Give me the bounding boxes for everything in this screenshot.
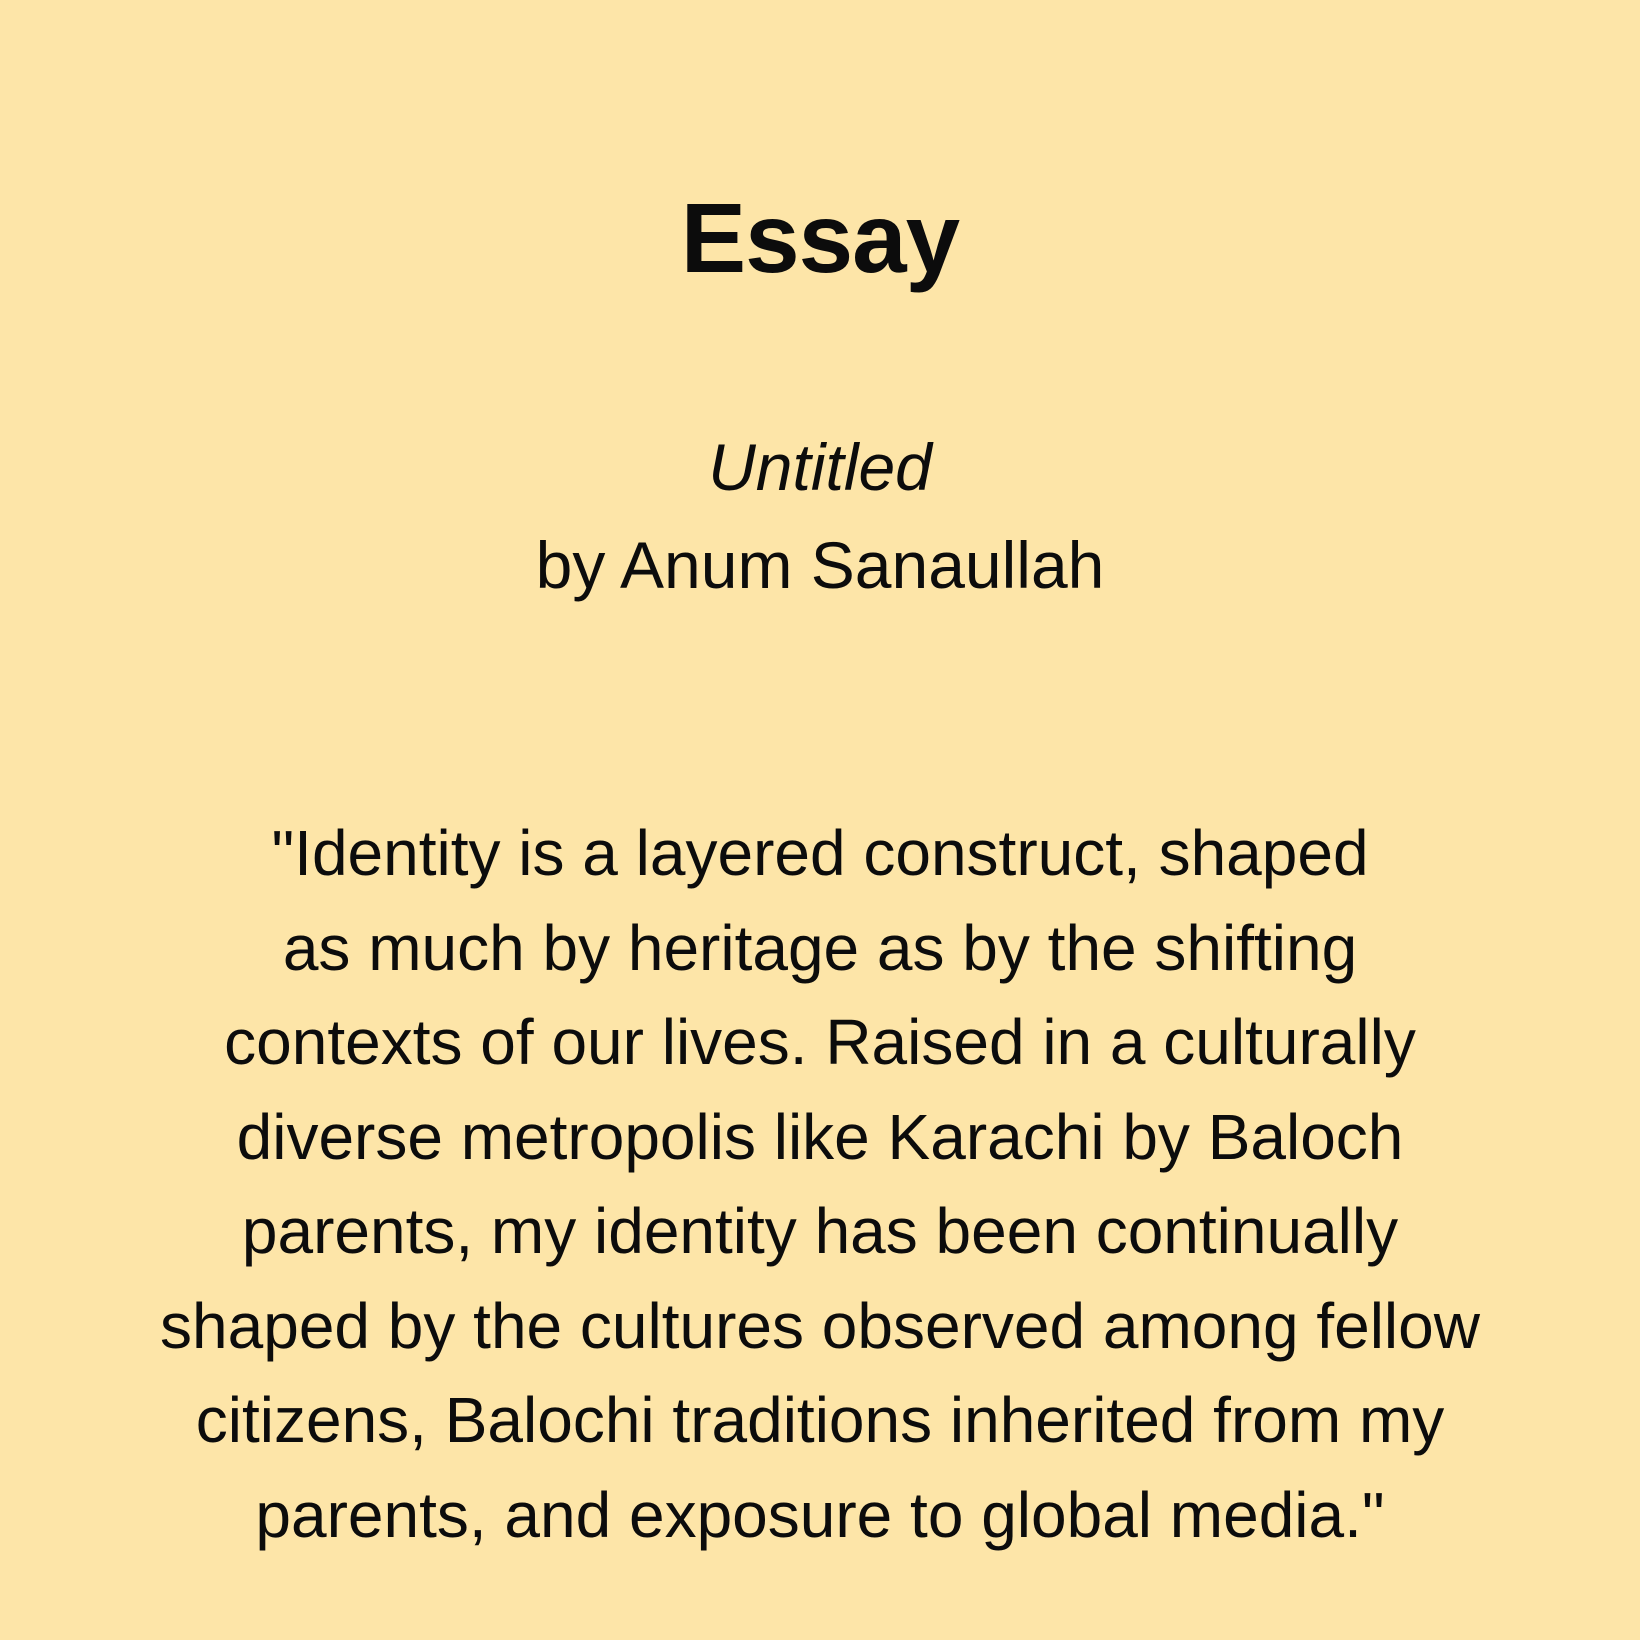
excerpt-line: shaped by the cultures observed among fellow [160, 1289, 1480, 1362]
page-heading: Essay [680, 183, 960, 293]
excerpt-line: parents, my identity has been continually [241, 1195, 1399, 1267]
excerpt-line: "Identity is a layered construct, shaped [271, 817, 1369, 889]
work-title: Untitled [708, 430, 932, 504]
author-byline: by Anum Sanaullah [535, 528, 1105, 602]
excerpt-line: parents, and exposure to global media." [255, 1478, 1385, 1551]
excerpt-line: contexts of our lives. Raised in a culturally [224, 1006, 1416, 1078]
excerpt-line: as much by heritage as by the shifting [282, 911, 1358, 984]
essay-excerpt [0, 806, 1640, 1562]
excerpt-line: diverse metropolis like Karachi by Baloch [236, 1100, 1404, 1173]
excerpt-line: citizens, Balochi traditions inherited from my [195, 1384, 1445, 1456]
